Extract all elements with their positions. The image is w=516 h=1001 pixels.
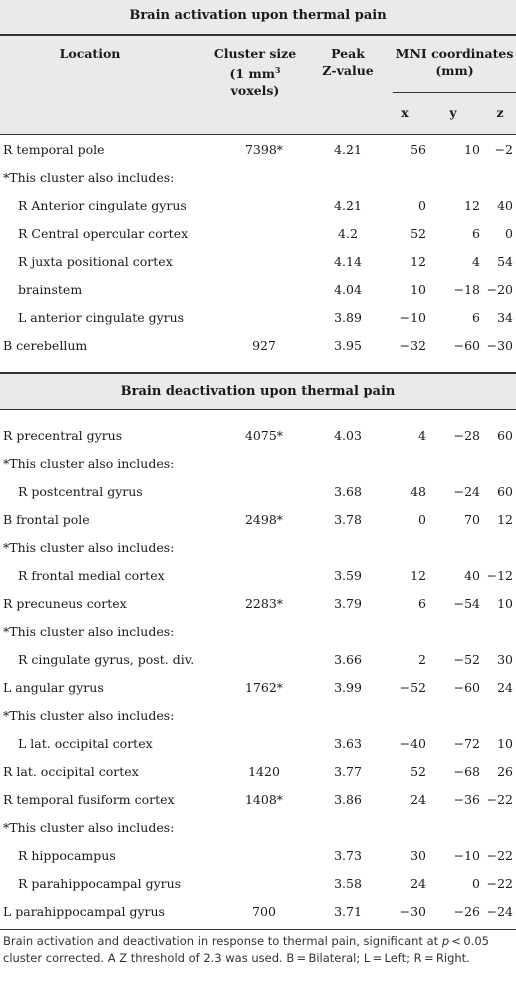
table-row <box>0 164 516 192</box>
mni-z-cell: 10 <box>497 596 513 611</box>
peak-z-cell: 4.04 <box>334 282 362 297</box>
mni-z-cell: −12 <box>486 568 513 583</box>
table-row <box>0 898 516 926</box>
mni-y-cell: −26 <box>453 904 480 919</box>
mni-y-cell: −36 <box>453 792 480 807</box>
mni-y-cell: −72 <box>453 736 480 751</box>
table-row <box>0 304 516 332</box>
mni-y-cell: −24 <box>453 484 480 499</box>
peak-z-cell: 3.99 <box>334 680 362 695</box>
footnote-part1: Brain activation and deactivation in response to thermal pain, significant at <box>3 934 439 948</box>
table-row <box>0 814 516 842</box>
table-row <box>0 276 516 304</box>
table-row <box>0 534 516 562</box>
mni-z-cell: −22 <box>486 876 513 891</box>
location-cell: R Anterior cingulate gyrus <box>18 198 187 213</box>
mni-z-cell: −22 <box>486 792 513 807</box>
header-cluster-unit: (1 mm <box>229 66 275 82</box>
mni-y-cell: 0 <box>472 876 480 891</box>
table-row <box>0 842 516 870</box>
footnote-part2: < 0.05 cluster corrected. A Z threshold of 2.3 was used. B = Bilateral; L = Left; <box>3 934 489 965</box>
peak-z-cell: 3.68 <box>334 484 362 499</box>
mni-x-cell: 52 <box>410 226 426 241</box>
header-mni <box>393 45 516 79</box>
mni-z-cell: 24 <box>497 680 513 695</box>
cluster-size-cell: 927 <box>252 338 276 353</box>
divider <box>0 134 516 135</box>
table-row <box>0 136 516 164</box>
mni-x-cell: −52 <box>399 680 426 695</box>
mni-y-cell: 70 <box>464 512 480 527</box>
mni-y-cell: 10 <box>464 142 480 157</box>
footnote-part3: R = Right. <box>413 951 470 965</box>
mni-x-cell: −32 <box>399 338 426 353</box>
footnote-p: p <box>441 934 450 948</box>
location-cell: R lat. occipital cortex <box>3 764 139 779</box>
peak-z-cell: 3.71 <box>334 904 362 919</box>
table-row <box>0 758 516 786</box>
header-cluster-line3: voxels) <box>230 83 280 99</box>
mni-x-cell: 10 <box>410 282 426 297</box>
location-cell: *This cluster also includes: <box>3 820 175 835</box>
peak-z-cell: 3.78 <box>334 512 362 527</box>
location-cell: L anterior cingulate gyrus <box>18 310 185 325</box>
peak-z-cell: 4.2 <box>338 226 358 241</box>
peak-z-cell: 3.73 <box>334 848 362 863</box>
table-row <box>0 422 516 450</box>
mni-y-cell: 40 <box>464 568 480 583</box>
header-cluster-line1: Cluster size <box>213 46 297 61</box>
mni-x-cell: 24 <box>410 792 426 807</box>
location-cell: *This cluster also includes: <box>3 540 175 555</box>
mni-y-cell: −28 <box>453 428 480 443</box>
mni-x-cell: 0 <box>418 198 426 213</box>
header-location: Location <box>59 46 121 61</box>
mni-x-cell: 12 <box>410 254 426 269</box>
table-row <box>0 702 516 730</box>
table-row <box>0 786 516 814</box>
header-peak-line1: Peak <box>331 46 365 61</box>
peak-z-cell: 4.21 <box>334 198 362 213</box>
mni-z-cell: 0 <box>505 226 513 241</box>
mni-y-cell: −60 <box>453 680 480 695</box>
table-row <box>0 450 516 478</box>
peak-z-cell: 3.95 <box>334 338 362 353</box>
mni-z-cell: 54 <box>497 254 513 269</box>
mni-z-cell: 10 <box>497 736 513 751</box>
location-cell: *This cluster also includes: <box>3 170 175 185</box>
peak-z-cell: 3.77 <box>334 764 362 779</box>
mni-x-cell: 12 <box>410 568 426 583</box>
mni-x-cell: 52 <box>410 764 426 779</box>
cluster-size-cell: 1420 <box>248 764 280 779</box>
mni-z-cell: 30 <box>497 652 513 667</box>
table-row <box>0 192 516 220</box>
header-cluster-sup: 3 <box>274 65 281 75</box>
header-cluster-line2 <box>200 62 310 82</box>
header-mni-line1: MNI coordinates <box>395 46 514 61</box>
cluster-size-cell: 1762* <box>244 680 284 695</box>
peak-z-cell: 3.79 <box>334 596 362 611</box>
peak-z-cell: 4.14 <box>334 254 362 269</box>
location-cell: L angular gyrus <box>3 680 104 695</box>
table-row <box>0 478 516 506</box>
divider <box>0 929 516 930</box>
location-cell: R temporal fusiform cortex <box>3 792 175 807</box>
cluster-size-cell: 2283* <box>244 596 284 611</box>
location-cell: R juxta positional cortex <box>18 254 173 269</box>
mni-z-cell: 40 <box>497 198 513 213</box>
peak-z-cell: 3.59 <box>334 568 362 583</box>
location-cell: R frontal medial cortex <box>18 568 165 583</box>
location-cell: *This cluster also includes: <box>3 624 175 639</box>
location-cell: R precuneus cortex <box>3 596 127 611</box>
mni-x-cell: −40 <box>399 736 426 751</box>
location-cell: R temporal pole <box>3 142 105 157</box>
table-row <box>0 674 516 702</box>
header-cluster-size <box>200 45 310 99</box>
mni-y-cell: 6 <box>472 310 480 325</box>
mni-y-cell: −68 <box>453 764 480 779</box>
mni-x-cell: 48 <box>410 484 426 499</box>
mni-y-cell: 6 <box>472 226 480 241</box>
mni-x-cell: 6 <box>418 596 426 611</box>
mni-x-cell: −10 <box>399 310 426 325</box>
deactivation-title: Brain deactivation upon thermal pain <box>120 384 396 399</box>
cluster-size-cell: 700 <box>252 904 276 919</box>
mni-z-cell: −20 <box>486 282 513 297</box>
table-row <box>0 506 516 534</box>
header-z: z <box>496 105 504 120</box>
mni-x-cell: 56 <box>410 142 426 157</box>
table-row <box>0 220 516 248</box>
header-y: y <box>449 105 457 120</box>
mni-x-cell: 24 <box>410 876 426 891</box>
table-row <box>0 562 516 590</box>
cluster-size-cell: 4075* <box>244 428 284 443</box>
mni-z-cell: 60 <box>497 484 513 499</box>
header-mni-line2: (mm) <box>435 63 474 78</box>
table-footnote <box>3 933 513 967</box>
cluster-size-cell: 7398* <box>244 142 284 157</box>
location-cell: R hippocampus <box>18 848 116 863</box>
mni-z-cell: −30 <box>486 338 513 353</box>
location-cell: B cerebellum <box>3 338 88 353</box>
mni-z-cell: 60 <box>497 428 513 443</box>
mni-z-cell: 12 <box>497 512 513 527</box>
mni-y-cell: −52 <box>453 652 480 667</box>
location-cell: *This cluster also includes: <box>3 456 175 471</box>
mni-y-cell: 12 <box>464 198 480 213</box>
mni-z-cell: 26 <box>497 764 513 779</box>
mni-x-cell: 4 <box>418 428 426 443</box>
location-cell: R precentral gyrus <box>3 428 123 443</box>
cluster-size-cell: 2498* <box>244 512 284 527</box>
location-cell: brainstem <box>18 282 83 297</box>
location-cell: *This cluster also includes: <box>3 708 175 723</box>
peak-z-cell: 3.66 <box>334 652 362 667</box>
location-cell: B frontal pole <box>3 512 90 527</box>
location-cell: R Central opercular cortex <box>18 226 189 241</box>
mni-x-cell: 2 <box>418 652 426 667</box>
mni-y-cell: −54 <box>453 596 480 611</box>
divider <box>0 409 516 410</box>
location-cell: R parahippocampal gyrus <box>18 876 182 891</box>
activation-title: Brain activation upon thermal pain <box>129 8 387 23</box>
peak-z-cell: 3.86 <box>334 792 362 807</box>
location-cell: L parahippocampal gyrus <box>3 904 165 919</box>
mni-y-cell: −60 <box>453 338 480 353</box>
mni-y-cell: −18 <box>453 282 480 297</box>
header-peak-line2: Z-value <box>322 63 374 78</box>
mni-y-cell: −10 <box>453 848 480 863</box>
peak-z-cell: 3.63 <box>334 736 362 751</box>
table-row <box>0 730 516 758</box>
mni-x-cell: −30 <box>399 904 426 919</box>
location-cell: R cingulate gyrus, post. div. <box>18 652 195 667</box>
location-cell: L lat. occipital cortex <box>18 736 153 751</box>
peak-z-cell: 3.58 <box>334 876 362 891</box>
mni-x-cell: 0 <box>418 512 426 527</box>
mni-x-cell: 30 <box>410 848 426 863</box>
peak-z-cell: 3.89 <box>334 310 362 325</box>
table-row <box>0 332 516 360</box>
mni-y-cell: 4 <box>472 254 480 269</box>
mni-z-cell: −24 <box>486 904 513 919</box>
table-row <box>0 590 516 618</box>
header-x: x <box>401 105 409 120</box>
table-row <box>0 618 516 646</box>
mni-z-cell: −22 <box>486 848 513 863</box>
cluster-size-cell: 1408* <box>244 792 284 807</box>
peak-z-cell: 4.03 <box>334 428 362 443</box>
table-row <box>0 870 516 898</box>
table-row <box>0 646 516 674</box>
location-cell: R postcentral gyrus <box>18 484 143 499</box>
mni-z-cell: 34 <box>497 310 513 325</box>
mni-z-cell: −2 <box>494 142 513 157</box>
table-row <box>0 248 516 276</box>
peak-z-cell: 4.21 <box>334 142 362 157</box>
header-peak <box>313 45 383 79</box>
mni-subrule <box>393 92 516 93</box>
